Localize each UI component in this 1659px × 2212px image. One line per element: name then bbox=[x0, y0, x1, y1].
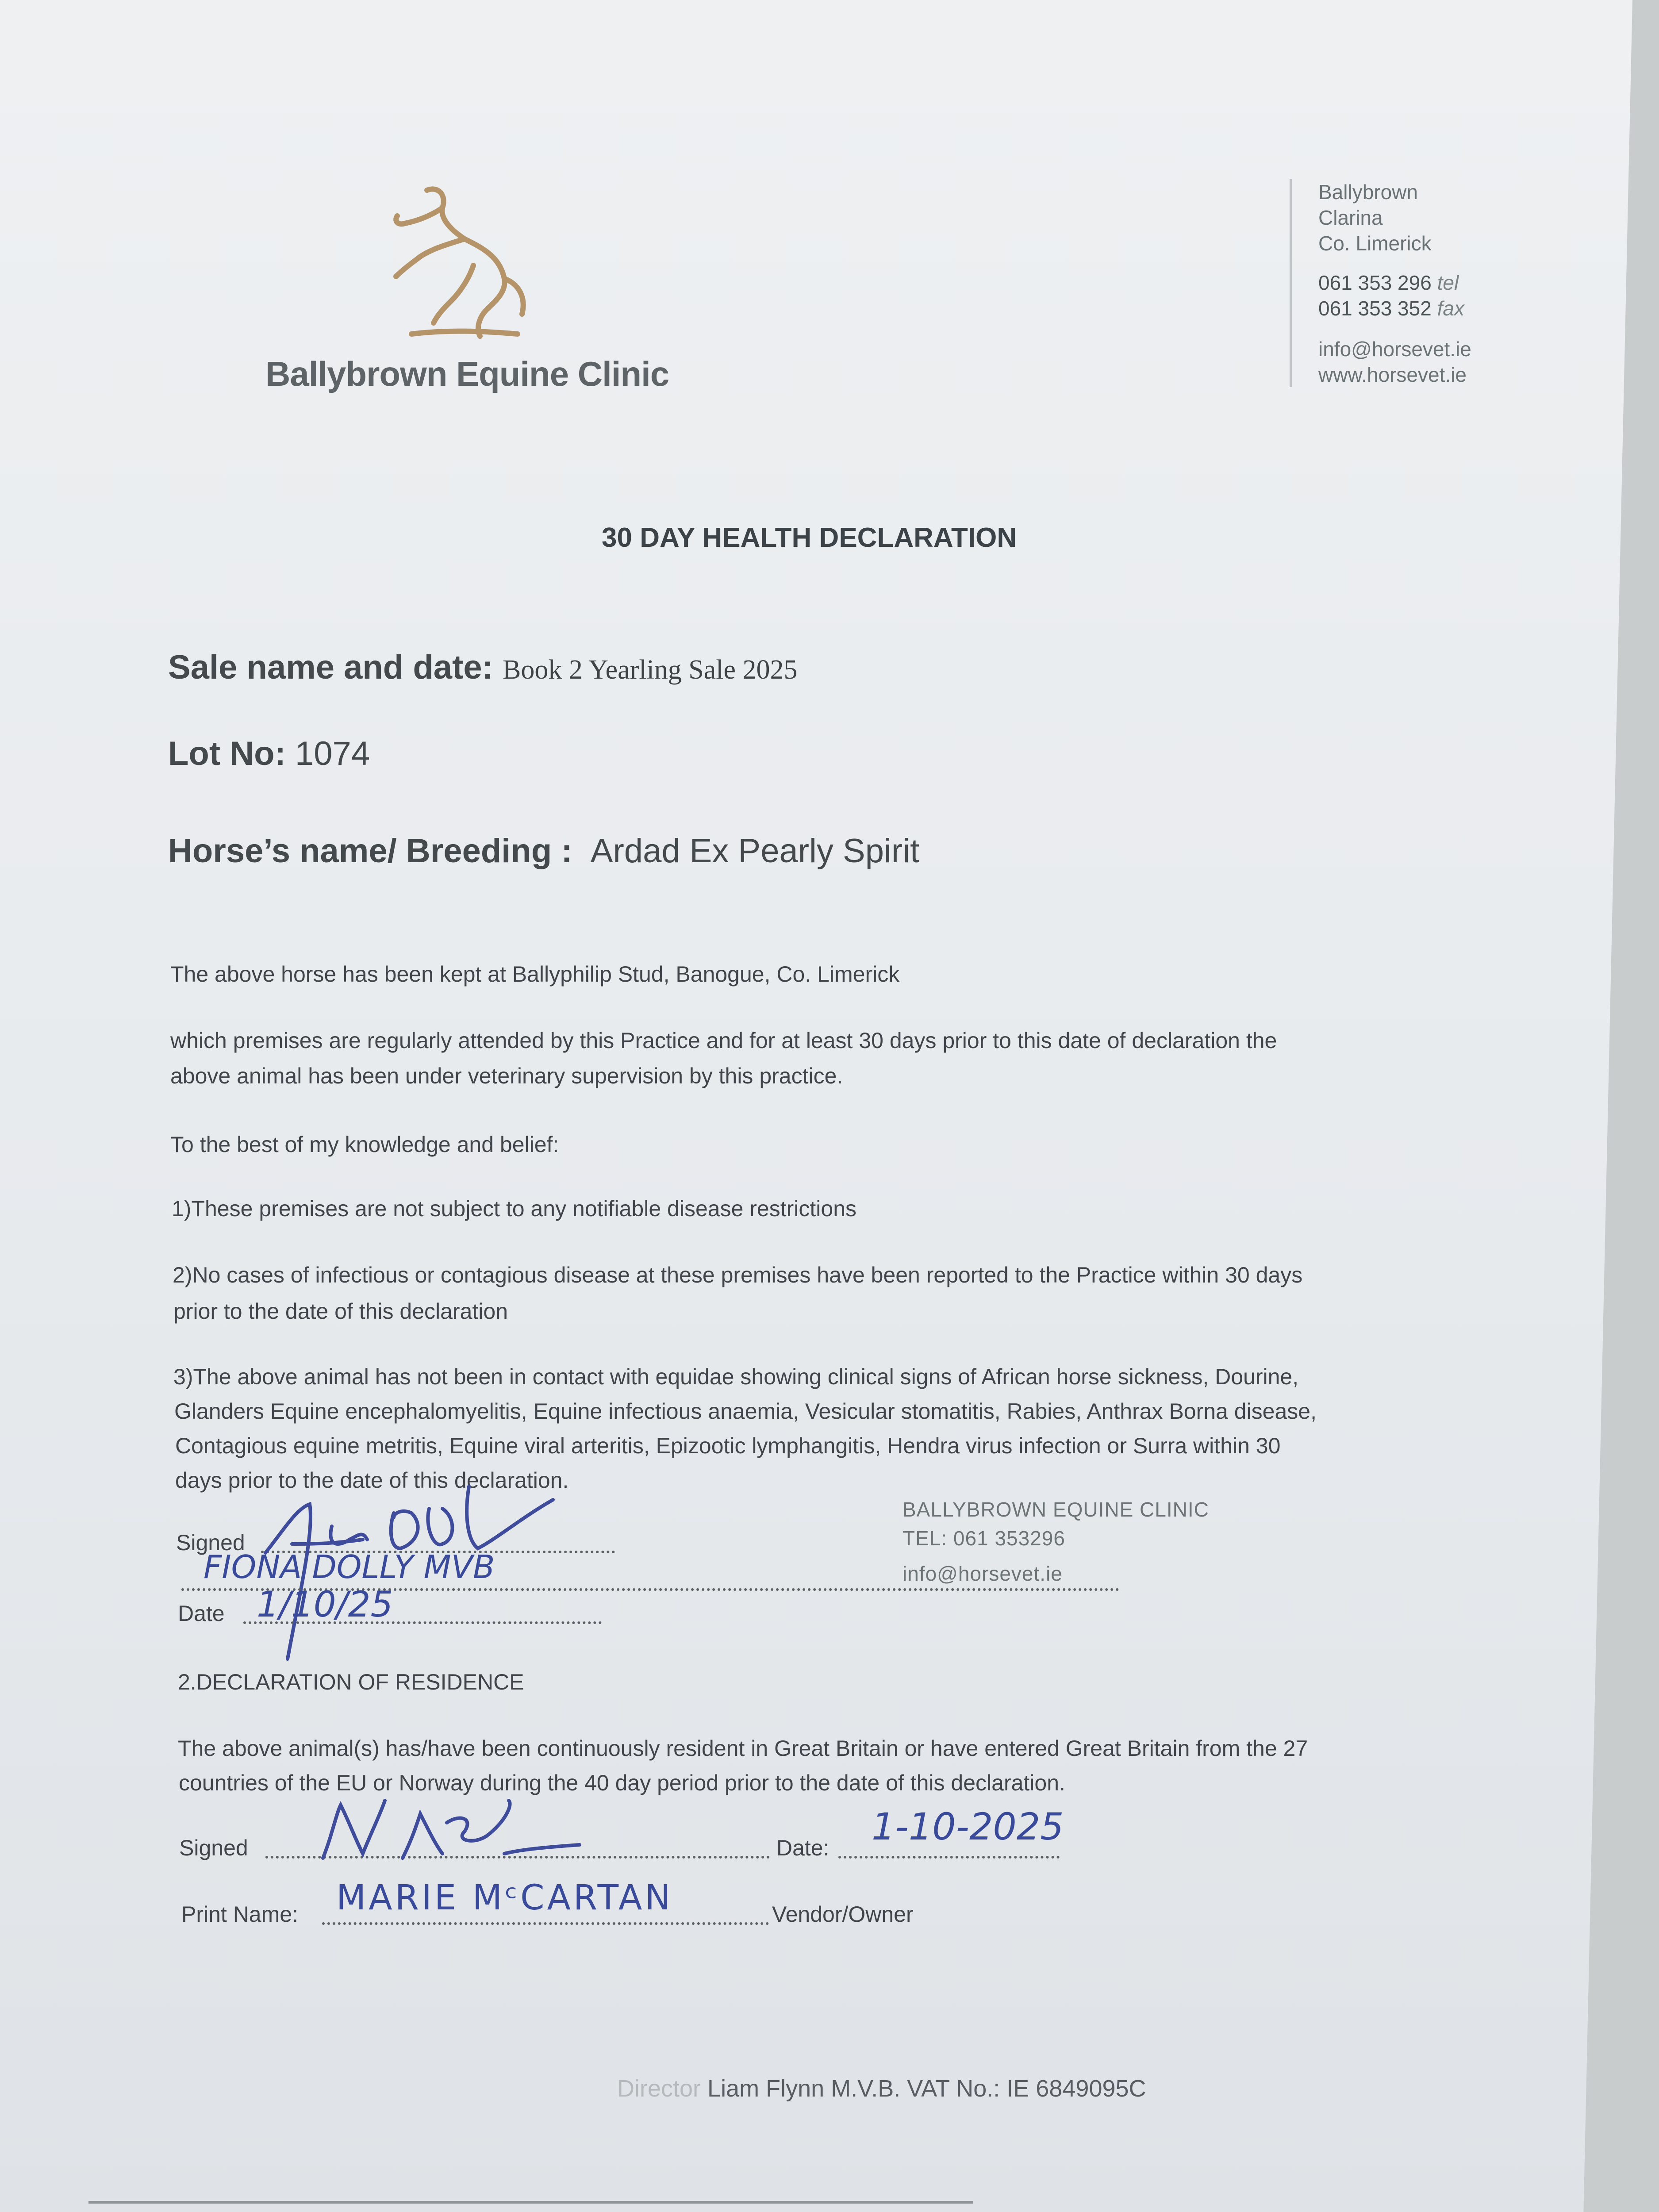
bottom-rule bbox=[88, 2201, 973, 2204]
phone-line bbox=[1318, 270, 1459, 296]
item-1: 1)These premises are not subject to any notifiable disease restrictions bbox=[172, 1196, 856, 1221]
kept-at-text: The above horse has been kept at Ballyphilip Stud, Banogue, Co. Limerick bbox=[170, 962, 900, 987]
stamp-line-1: BALLYBROWN EQUINE CLINIC bbox=[902, 1498, 1209, 1521]
website: www.horsevet.ie bbox=[1318, 363, 1467, 386]
vet-name-handwritten: FIONA DOLLY MVB bbox=[204, 1548, 495, 1586]
footer bbox=[617, 2075, 1146, 2102]
owner-signature-scribble bbox=[310, 1787, 593, 1867]
lot-label: Lot No: bbox=[168, 735, 286, 772]
owner-date-line bbox=[838, 1856, 1060, 1859]
premises-text-line-2: above animal has been under veterinary supervision by this practice. bbox=[170, 1064, 843, 1088]
owner-date-handwritten: 1-10-2025 bbox=[872, 1805, 1064, 1848]
sale-label: Sale name and date: bbox=[168, 649, 493, 686]
lot-row bbox=[168, 734, 370, 773]
fax-label: fax bbox=[1437, 297, 1464, 320]
clinic-name: Ballybrown Equine Clinic bbox=[265, 354, 669, 393]
address-line-2: Clarina bbox=[1318, 206, 1383, 229]
phone-label: tel bbox=[1437, 271, 1459, 294]
owner-date-label: Date: bbox=[776, 1836, 830, 1860]
fax-number: 061 353 352 bbox=[1318, 297, 1432, 320]
print-name-handwritten: MARIE MᶜCARTAN bbox=[336, 1878, 673, 1918]
vet-date-label: Date bbox=[178, 1601, 225, 1626]
belief-text: To the best of my knowledge and belief: bbox=[170, 1132, 559, 1157]
phone-number: 061 353 296 bbox=[1318, 271, 1432, 294]
item-3-line-2: Glanders Equine encephalomyelitis, Equine infectious anaemia, Vesicular stomatitis, Rabies, Anthrax Borna disease, bbox=[174, 1399, 1317, 1424]
item-2-line-1: 2)No cases of infectious or contagious disease at these premises have been reported to the Practice within 30 days bbox=[173, 1263, 1303, 1287]
item-3-line-1: 3)The above animal has not been in contact with equidae showing clinical signs of African horse sickness, Dourine, bbox=[173, 1364, 1299, 1389]
stamp-line-2: TEL: 061 353296 bbox=[902, 1527, 1065, 1550]
item-3-line-4: days prior to the date of this declaration. bbox=[175, 1468, 569, 1493]
lot-value: 1074 bbox=[295, 735, 370, 772]
document-title: 30 DAY HEALTH DECLARATION bbox=[602, 522, 1017, 553]
vet-signed-label: Signed bbox=[176, 1530, 245, 1555]
owner-signed-label: Signed bbox=[179, 1836, 248, 1860]
sale-value: Book 2 Yearling Sale 2025 bbox=[503, 655, 798, 685]
rearing-horse-logo-icon bbox=[385, 181, 535, 341]
residence-text-line-2: countries of the EU or Norway during the 40 day period prior to the date of this declaration. bbox=[179, 1770, 1065, 1795]
horse-row bbox=[168, 832, 919, 870]
vet-date-handwritten: 1/10/25 bbox=[257, 1584, 393, 1625]
residence-heading: 2.DECLARATION OF RESIDENCE bbox=[178, 1670, 524, 1694]
horse-value: Ardad Ex Pearly Spirit bbox=[590, 832, 920, 870]
item-2-line-2: prior to the date of this declaration bbox=[173, 1299, 508, 1324]
address-line-1: Ballybrown bbox=[1318, 180, 1418, 204]
item-3-line-3: Contagious equine metritis, Equine viral arteritis, Epizootic lymphangitis, Hendra virus infection or Surra within 30 bbox=[175, 1433, 1281, 1458]
fax-line bbox=[1318, 296, 1464, 321]
print-name-label: Print Name: bbox=[181, 1902, 298, 1927]
horse-label: Horse’s name/ Breeding : bbox=[168, 832, 572, 870]
email: info@horsevet.ie bbox=[1318, 338, 1471, 361]
stamp-line-3: info@horsevet.ie bbox=[902, 1562, 1063, 1585]
residence-text-line-1: The above animal(s) has/have been continuously resident in Great Britain or have entered Great Britain from the 27 bbox=[178, 1736, 1308, 1761]
footer-text: Liam Flynn M.V.B. VAT No.: IE 6849095C bbox=[707, 2075, 1146, 2102]
vendor-owner-label: Vendor/Owner bbox=[772, 1902, 914, 1927]
premises-text-line-1: which premises are regularly attended by this Practice and for at least 30 days prior to this date of declaration the bbox=[170, 1028, 1277, 1053]
letterhead-divider bbox=[1290, 179, 1292, 387]
print-name-line bbox=[322, 1922, 769, 1925]
address-line-3: Co. Limerick bbox=[1318, 232, 1432, 255]
sale-row bbox=[168, 648, 798, 687]
director-label: Director bbox=[617, 2075, 701, 2102]
